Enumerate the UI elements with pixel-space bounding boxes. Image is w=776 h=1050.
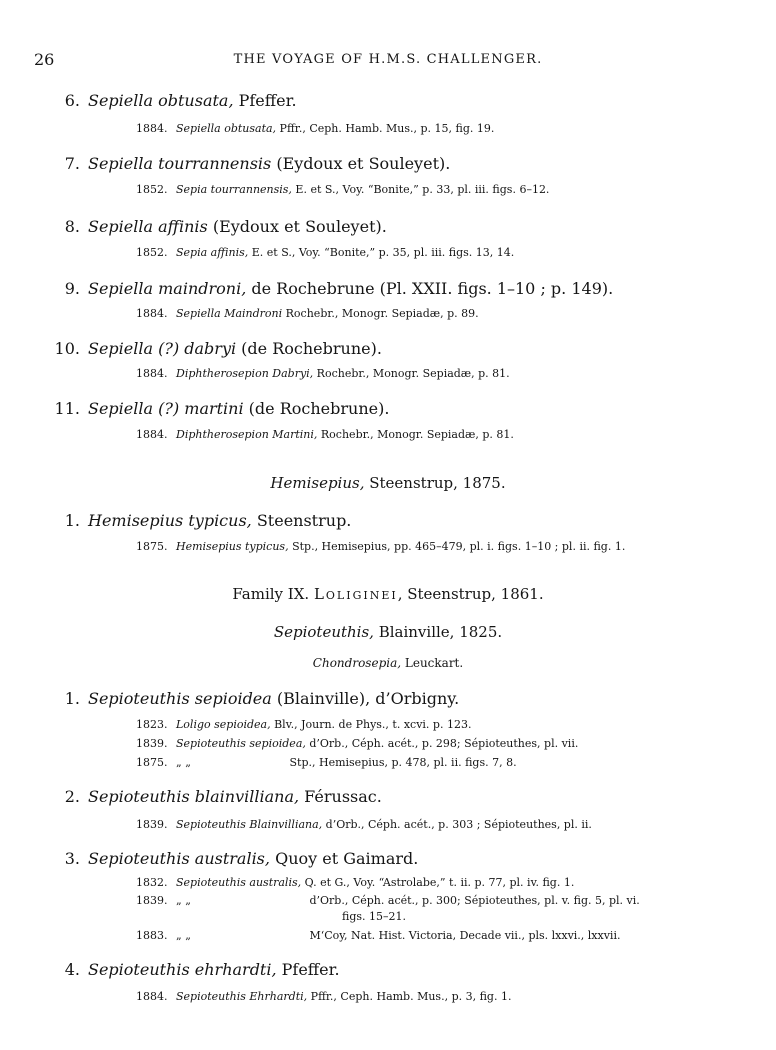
citation-continuation: figs. 15–21. [342, 910, 407, 923]
genus-heading-hemisepius: Hemisepius, Steenstrup, 1875. [270, 474, 506, 492]
species-heading: 3. Sepioteuthis australis, Quoy et Gaimard. [64, 849, 419, 868]
citation: 1884. Sepioteuthis Ehrhardti, Pffr., Ceph. Hamb. Mus., p. 3, fig. 1. [136, 990, 512, 1003]
species-name: Sepiella obtusata, [88, 91, 234, 110]
citation: 1823. Loligo sepioidea, Blv., Journ. de Phys., t. xcvi. p. 123. [136, 718, 472, 731]
citation: 1884. Sepiella obtusata, Pffr., Ceph. Hamb. Mus., p. 15, fig. 19. [136, 122, 495, 135]
citation: 1852. Sepia affinis, E. et S., Voy. “Bonite,” p. 35, pl. iii. figs. 13, 14. [136, 246, 515, 259]
citation: 1832. Sepioteuthis australis, Q. et G., Voy. “Astrolabe,” t. ii. p. 77, pl. iv. fig. 1. [136, 876, 575, 889]
entry-number: 6. [64, 91, 80, 110]
citation: 1884. Diphtherosepion Martini, Rochebr., Monogr. Sepiadæ, p. 81. [136, 428, 514, 441]
citation: 1875. Hemisepius typicus, Stp., Hemisepius, pp. 465–479, pl. i. figs. 1–10 ; pl. ii. fig. 1. [136, 540, 626, 553]
citation: 1839. „ „ d’Orb., Céph. acét., p. 300; Sépioteuthes, pl. v. fig. 5, pl. vi. [136, 894, 640, 907]
species-heading: 9. Sepiella maindroni, de Rochebrune (Pl. XXII. figs. 1–10 ; p. 149). [64, 279, 614, 298]
genus-heading-sepioteuthis: Sepioteuthis, Blainville, 1825. [273, 623, 503, 641]
citation: 1884. Diphtherosepion Dabryi, Rochebr., Monogr. Sepiadæ, p. 81. [136, 367, 510, 380]
page-number: 26 [34, 50, 55, 69]
species-heading: 2. Sepioteuthis blainvilliana, Férussac. [64, 787, 382, 806]
species-heading: 7. Sepiella tourrannensis (Eydoux et Souleyet). [64, 154, 451, 173]
species-heading: 1. Hemisepius typicus, Steenstrup. [64, 511, 352, 530]
citation: 1884. Sepiella Maindroni Rochebr., Monogr. Sepiadæ, p. 89. [136, 307, 479, 320]
citation: 1852. Sepia tourrannensis, E. et S., Voy. “Bonite,” p. 33, pl. iii. figs. 6–12. [136, 183, 550, 196]
species-heading: 4. Sepioteuthis ehrhardti, Pfeffer. [64, 960, 340, 979]
citation: 1875. „ „ Stp., Hemisepius, p. 478, pl. ii. figs. 7, 8. [136, 756, 517, 769]
citation: 1839. Sepioteuthis Blainvilliana, d’Orb., Céph. acét., p. 303 ; Sépioteuthes, pl. ii. [136, 818, 592, 831]
species-heading: 8. Sepiella affinis (Eydoux et Souleyet). [64, 217, 387, 236]
citation: 1883. „ „ M‘Coy, Nat. Hist. Victoria, Decade vii., pls. lxxvi., lxxvii. [136, 929, 621, 942]
citation: 1839. Sepioteuthis sepioidea, d’Orb., Céph. acét., p. 298; Sépioteuthes, pl. vii. [136, 737, 579, 750]
species-heading [52, 91, 297, 110]
species-heading: 11. Sepiella (?) martini (de Rochebrune). [54, 399, 390, 418]
running-title: THE VOYAGE OF H.M.S. CHALLENGER. [233, 52, 543, 67]
genus-synonym: Chondrosepia, Leuckart. [312, 656, 464, 670]
species-heading: 10. Sepiella (?) dabryi (de Rochebrune). [54, 339, 382, 358]
species-author: Pfeffer. [233, 91, 297, 110]
species-heading: 1. Sepioteuthis sepioidea (Blainville), d’Orbigny. [64, 689, 460, 708]
family-heading: Family IX. Loliginei, Steenstrup, 1861. [232, 585, 544, 603]
